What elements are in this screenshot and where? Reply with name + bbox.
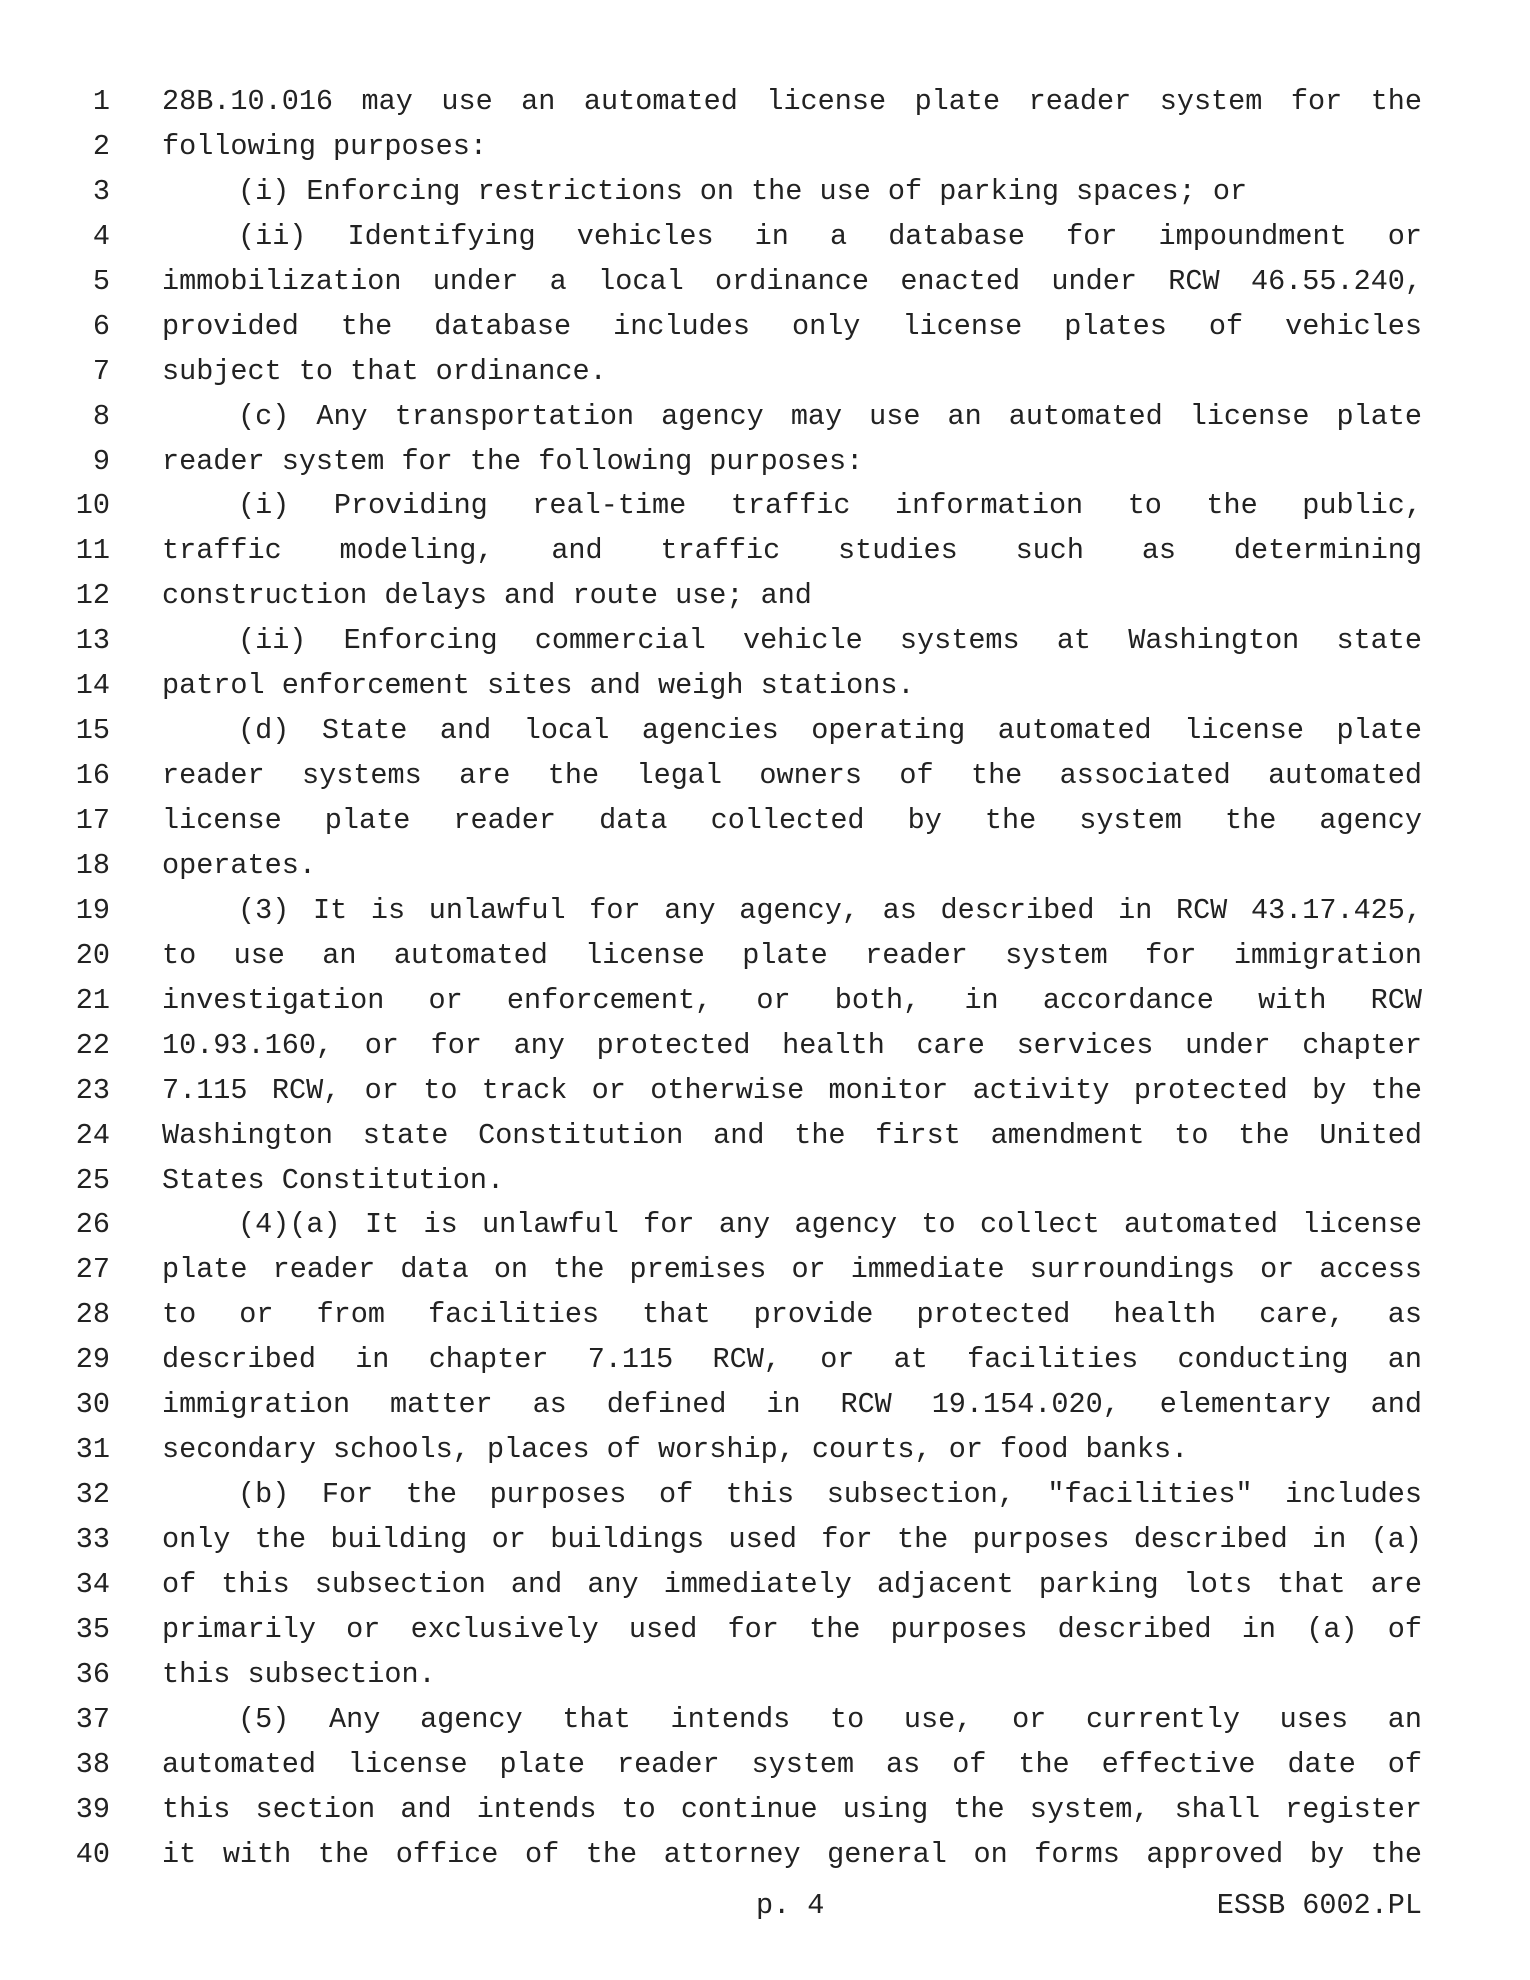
line-text: to use an automated license plate reader system for immigration	[162, 938, 1422, 972]
document-line	[0, 889, 1530, 934]
line-number: 10	[75, 489, 110, 523]
line-number: 3	[92, 174, 110, 208]
line-number: 24	[75, 1118, 110, 1152]
line-number: 35	[75, 1612, 110, 1646]
line-text: (c) Any transportation agency may use an automated license plate	[238, 399, 1422, 433]
line-number: 14	[75, 669, 110, 703]
document-line	[0, 1473, 1530, 1518]
line-number: 9	[92, 444, 110, 478]
document-body	[0, 80, 1530, 1878]
document-line	[0, 215, 1530, 260]
line-text: secondary schools, places of worship, courts, or food banks.	[162, 1433, 1189, 1467]
line-number: 40	[75, 1837, 110, 1871]
line-number: 6	[92, 309, 110, 343]
document-line	[0, 1293, 1530, 1338]
line-text: States Constitution.	[162, 1163, 505, 1197]
document-line	[0, 1383, 1530, 1428]
document-line	[0, 1608, 1530, 1653]
line-text: plate reader data on the premises or immediate surroundings or access	[162, 1253, 1422, 1287]
line-text: of this subsection and any immediately adjacent parking lots that are	[162, 1567, 1422, 1601]
line-text: investigation or enforcement, or both, in accordance with RCW	[162, 983, 1422, 1017]
line-text: following purposes:	[162, 129, 487, 163]
document-line	[0, 979, 1530, 1024]
page-footer	[0, 1884, 1530, 1928]
line-number: 26	[75, 1208, 110, 1242]
document-line	[0, 1653, 1530, 1698]
document-line	[0, 754, 1530, 799]
document-line	[0, 260, 1530, 305]
line-text: reader system for the following purposes:	[162, 444, 864, 478]
line-number: 25	[75, 1163, 110, 1197]
line-text: traffic modeling, and traffic studies such as determining	[162, 534, 1422, 568]
document-line	[0, 305, 1530, 350]
line-text: (i) Providing real-time traffic information to the public,	[238, 489, 1422, 523]
line-text: license plate reader data collected by the system the agency	[162, 804, 1422, 837]
document-line	[0, 934, 1530, 979]
line-number: 29	[75, 1343, 110, 1377]
document-line	[0, 1698, 1530, 1743]
document-line	[0, 709, 1530, 754]
line-text: only the building or buildings used for the purposes described in (a)	[162, 1523, 1422, 1556]
document-line	[0, 1114, 1530, 1159]
line-text: (d) State and local agencies operating automated license plate	[238, 714, 1422, 748]
line-text: patrol enforcement sites and weigh stations.	[162, 669, 915, 703]
line-text: 7.115 RCW, or to track or otherwise monitor activity protected by the	[162, 1073, 1422, 1107]
line-text: this subsection.	[162, 1657, 436, 1691]
line-text: (3) It is unlawful for any agency, as described in RCW 43.17.425,	[238, 893, 1422, 927]
line-text: this section and intends to continue using the system, shall register	[162, 1792, 1422, 1826]
line-number: 5	[92, 264, 110, 298]
document-line	[0, 1203, 1530, 1248]
line-number: 31	[75, 1433, 110, 1467]
line-text: subject to that ordinance.	[162, 354, 607, 388]
line-number: 8	[92, 399, 110, 433]
document-line	[0, 170, 1530, 215]
line-number: 17	[75, 804, 110, 837]
line-text: immobilization under a local ordinance enacted under RCW 46.55.240,	[162, 264, 1422, 298]
document-line	[0, 440, 1530, 485]
line-number: 12	[75, 579, 110, 613]
line-text: provided the database includes only license plates of vehicles	[162, 309, 1422, 343]
line-number: 32	[75, 1478, 110, 1512]
line-text: (i) Enforcing restrictions on the use of parking spaces; or	[238, 174, 1248, 208]
document-line	[0, 799, 1530, 844]
line-text: construction delays and route use; and	[162, 579, 812, 613]
line-number: 4	[92, 219, 110, 253]
line-number: 15	[75, 714, 110, 748]
document-line	[0, 1069, 1530, 1114]
line-text: (ii) Identifying vehicles in a database for impoundment or	[238, 219, 1422, 253]
document-line	[0, 125, 1530, 170]
line-number: 11	[75, 534, 110, 568]
line-text: Washington state Constitution and the first amendment to the United	[162, 1118, 1422, 1152]
line-number: 21	[75, 983, 110, 1017]
document-line	[0, 1338, 1530, 1383]
line-number: 39	[75, 1792, 110, 1826]
document-line	[0, 1248, 1530, 1293]
document-line	[0, 1563, 1530, 1608]
line-text: (ii) Enforcing commercial vehicle systems at Washington state	[238, 624, 1422, 658]
line-text: 28B.10.016 may use an automated license plate reader system for the	[162, 85, 1422, 118]
line-number: 33	[75, 1523, 110, 1556]
document-line	[0, 664, 1530, 709]
line-text: to or from facilities that provide protected health care, as	[162, 1298, 1422, 1332]
document-line	[0, 350, 1530, 395]
line-number: 28	[75, 1298, 110, 1332]
line-text: 10.93.160, or for any protected health care services under chapter	[162, 1028, 1422, 1062]
document-line	[0, 80, 1530, 125]
document-line	[0, 1788, 1530, 1833]
document-line	[0, 1024, 1530, 1069]
line-number: 1	[92, 85, 110, 118]
document-line	[0, 574, 1530, 619]
line-text: reader systems are the legal owners of the associated automated	[162, 759, 1422, 793]
line-number: 38	[75, 1747, 110, 1781]
document-line	[0, 844, 1530, 889]
line-number: 7	[92, 354, 110, 388]
line-text: it with the office of the attorney general on forms approved by the	[162, 1837, 1422, 1871]
line-number: 27	[75, 1253, 110, 1287]
document-line	[0, 1518, 1530, 1563]
line-text: operates.	[162, 848, 316, 882]
document-line	[0, 1833, 1530, 1878]
document-line	[0, 395, 1530, 440]
line-number: 36	[75, 1657, 110, 1691]
line-number: 22	[75, 1028, 110, 1062]
line-text: automated license plate reader system as of the effective date of	[162, 1747, 1422, 1781]
document-line	[0, 1159, 1530, 1204]
line-number: 37	[75, 1702, 110, 1736]
line-text: described in chapter 7.115 RCW, or at facilities conducting an	[162, 1343, 1422, 1377]
line-number: 20	[75, 938, 110, 972]
document-id: ESSB 6002.PL	[1216, 1889, 1422, 1922]
line-number: 19	[75, 893, 110, 927]
line-number: 18	[75, 848, 110, 882]
document-line	[0, 529, 1530, 574]
document-line	[0, 1428, 1530, 1473]
line-text: (5) Any agency that intends to use, or currently uses an	[238, 1702, 1422, 1736]
line-number: 30	[75, 1388, 110, 1422]
line-text: immigration matter as defined in RCW 19.154.020, elementary and	[162, 1388, 1422, 1422]
line-text: (4)(a) It is unlawful for any agency to collect automated license	[238, 1208, 1422, 1242]
line-number: 2	[92, 129, 110, 163]
line-number: 23	[75, 1073, 110, 1107]
document-line	[0, 619, 1530, 664]
document-line	[0, 1743, 1530, 1788]
line-text: (b) For the purposes of this subsection, "facilities" includes	[238, 1478, 1422, 1512]
line-number: 13	[75, 624, 110, 658]
document-line	[0, 484, 1530, 529]
line-number: 16	[75, 759, 110, 793]
line-number: 34	[75, 1567, 110, 1601]
line-text: primarily or exclusively used for the purposes described in (a) of	[162, 1612, 1422, 1646]
page-number: p. 4	[756, 1889, 825, 1922]
